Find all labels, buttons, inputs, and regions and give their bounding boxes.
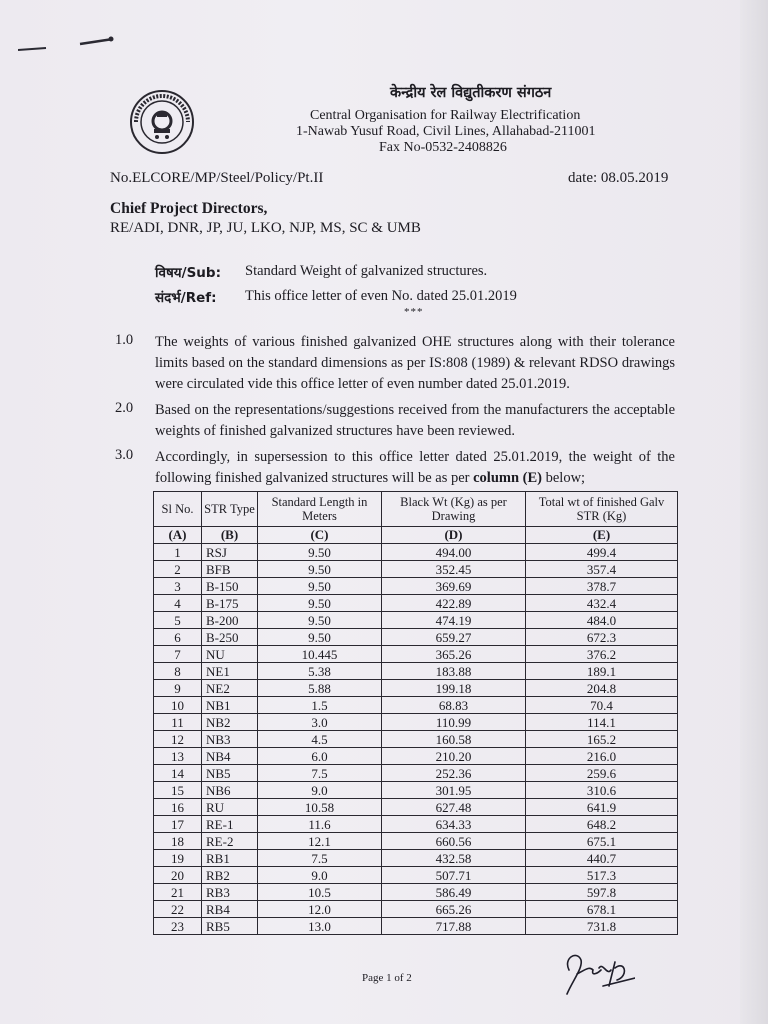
indian-railways-emblem-icon: [128, 88, 196, 156]
cell-total-weight: 378.7: [526, 578, 678, 595]
cell-standard-length: 9.0: [258, 867, 382, 884]
paragraph-3-tail: below;: [541, 470, 586, 486]
paragraph-number: 3.0: [115, 447, 134, 463]
cell-sl-no: 8: [154, 663, 202, 680]
cell-total-weight: 216.0: [526, 748, 678, 765]
cell-str-type: BFB: [202, 561, 258, 578]
table-row: [154, 850, 678, 867]
cell-str-type: B-175: [202, 595, 258, 612]
paragraph-3-bold: column (E): [473, 470, 542, 486]
table-row: [154, 561, 678, 578]
paragraph-3-text: Accordingly, in supersession to this office letter dated 25.01.2019, the weight of the following finished galvanized structures will be as per: [155, 449, 675, 486]
org-name-hindi: केन्द्रीय रेल विद्युतीकरण संगठन: [390, 85, 552, 101]
paragraph-number: 2.0: [115, 400, 134, 416]
table-row: [154, 578, 678, 595]
cell-standard-length: 11.6: [258, 816, 382, 833]
paragraph-number: 1.0: [115, 332, 134, 348]
cell-standard-length: 9.50: [258, 544, 382, 561]
reference-number: No.ELCORE/MP/Steel/Policy/Pt.II: [110, 170, 324, 186]
col-header-str-type: STR Type: [202, 492, 258, 527]
cell-str-type: RE-1: [202, 816, 258, 833]
cell-str-type: NB4: [202, 748, 258, 765]
cell-sl-no: 3: [154, 578, 202, 595]
cell-str-type: RB3: [202, 884, 258, 901]
table-row: [154, 799, 678, 816]
table-row: [154, 867, 678, 884]
cell-sl-no: 12: [154, 731, 202, 748]
cell-standard-length: 5.38: [258, 663, 382, 680]
cell-standard-length: 5.88: [258, 680, 382, 697]
cell-black-weight: 665.26: [382, 901, 526, 918]
cell-black-weight: 634.33: [382, 816, 526, 833]
cell-total-weight: 648.2: [526, 816, 678, 833]
cell-str-type: RE-2: [202, 833, 258, 850]
cell-str-type: RB1: [202, 850, 258, 867]
cell-str-type: NB1: [202, 697, 258, 714]
cell-total-weight: 310.6: [526, 782, 678, 799]
cell-black-weight: 68.83: [382, 697, 526, 714]
cell-standard-length: 12.0: [258, 901, 382, 918]
cell-sl-no: 21: [154, 884, 202, 901]
reference-label: संदर्भ/Ref:: [155, 290, 217, 306]
paragraph-3: [155, 447, 675, 489]
cell-total-weight: 731.8: [526, 918, 678, 935]
subject-text: Standard Weight of galvanized structures.: [245, 263, 488, 279]
table-row: [154, 833, 678, 850]
page-number: Page 1 of 2: [362, 972, 412, 984]
cell-total-weight: 189.1: [526, 663, 678, 680]
cell-str-type: RSJ: [202, 544, 258, 561]
structure-weights-table: [153, 491, 678, 935]
cell-total-weight: 672.3: [526, 629, 678, 646]
cell-str-type: NU: [202, 646, 258, 663]
cell-standard-length: 6.0: [258, 748, 382, 765]
table-row: [154, 612, 678, 629]
cell-black-weight: 183.88: [382, 663, 526, 680]
table-row: [154, 714, 678, 731]
paragraph-2: Based on the representations/suggestions received from the manufacturers the acceptable weights of finished galvanized structures have been reviewed.: [155, 402, 675, 439]
cell-total-weight: 204.8: [526, 680, 678, 697]
cell-total-weight: 114.1: [526, 714, 678, 731]
cell-str-type: NB3: [202, 731, 258, 748]
cell-sl-no: 13: [154, 748, 202, 765]
cell-str-type: RB2: [202, 867, 258, 884]
table-row: [154, 816, 678, 833]
cell-sl-no: 11: [154, 714, 202, 731]
table-row: [154, 748, 678, 765]
cell-total-weight: 376.2: [526, 646, 678, 663]
cell-str-type: RB5: [202, 918, 258, 935]
table-row: [154, 918, 678, 935]
cell-black-weight: 474.19: [382, 612, 526, 629]
cell-total-weight: 484.0: [526, 612, 678, 629]
letter-date: date: 08.05.2019: [568, 170, 669, 186]
handwritten-signature-icon: [555, 940, 635, 1000]
cell-str-type: NB2: [202, 714, 258, 731]
cell-standard-length: 9.50: [258, 629, 382, 646]
col-letter-d: (D): [382, 527, 526, 544]
cell-str-type: NB6: [202, 782, 258, 799]
table-body: [154, 544, 678, 935]
scan-edge: [740, 0, 768, 1024]
cell-str-type: RB4: [202, 901, 258, 918]
cell-str-type: RU: [202, 799, 258, 816]
cell-str-type: B-200: [202, 612, 258, 629]
cell-black-weight: 432.58: [382, 850, 526, 867]
table-row: [154, 646, 678, 663]
table-row: [154, 595, 678, 612]
cell-standard-length: 1.5: [258, 697, 382, 714]
cell-black-weight: 301.95: [382, 782, 526, 799]
col-header-sl-no: Sl No.: [154, 492, 202, 527]
org-address: 1-Nawab Yusuf Road, Civil Lines, Allahabad-211001: [296, 124, 596, 139]
cell-sl-no: 2: [154, 561, 202, 578]
col-letter-a: (A): [154, 527, 202, 544]
table-row: [154, 884, 678, 901]
cell-black-weight: 210.20: [382, 748, 526, 765]
cell-standard-length: 10.5: [258, 884, 382, 901]
cell-sl-no: 1: [154, 544, 202, 561]
cell-sl-no: 17: [154, 816, 202, 833]
cell-standard-length: 4.5: [258, 731, 382, 748]
cell-black-weight: 586.49: [382, 884, 526, 901]
cell-total-weight: 440.7: [526, 850, 678, 867]
cell-standard-length: 10.58: [258, 799, 382, 816]
cell-sl-no: 19: [154, 850, 202, 867]
cell-standard-length: 13.0: [258, 918, 382, 935]
table-row: [154, 544, 678, 561]
cell-standard-length: 3.0: [258, 714, 382, 731]
cell-standard-length: 9.50: [258, 612, 382, 629]
cell-sl-no: 5: [154, 612, 202, 629]
cell-sl-no: 22: [154, 901, 202, 918]
cell-str-type: NB5: [202, 765, 258, 782]
cell-black-weight: 507.71: [382, 867, 526, 884]
cell-standard-length: 7.5: [258, 850, 382, 867]
cell-sl-no: 14: [154, 765, 202, 782]
cell-total-weight: 259.6: [526, 765, 678, 782]
cell-sl-no: 15: [154, 782, 202, 799]
col-header-standard-length: Standard Length in Meters: [258, 492, 382, 527]
col-header-total-weight: Total wt of finished Galv STR (Kg): [526, 492, 678, 527]
cell-sl-no: 6: [154, 629, 202, 646]
cell-str-type: NE1: [202, 663, 258, 680]
cell-sl-no: 18: [154, 833, 202, 850]
table-row: [154, 629, 678, 646]
cell-black-weight: 352.45: [382, 561, 526, 578]
table-row: [154, 782, 678, 799]
subject-label: विषय/Sub:: [155, 265, 221, 281]
reference-text: This office letter of even No. dated 25.01.2019: [245, 288, 517, 304]
cell-total-weight: 641.9: [526, 799, 678, 816]
cell-black-weight: 494.00: [382, 544, 526, 561]
cell-standard-length: 7.5: [258, 765, 382, 782]
table-row: [154, 697, 678, 714]
cell-black-weight: 160.58: [382, 731, 526, 748]
cell-standard-length: 10.445: [258, 646, 382, 663]
cell-str-type: B-150: [202, 578, 258, 595]
cell-standard-length: 12.1: [258, 833, 382, 850]
cell-total-weight: 675.1: [526, 833, 678, 850]
col-header-black-weight: Black Wt (Kg) as per Drawing: [382, 492, 526, 527]
cell-sl-no: 4: [154, 595, 202, 612]
org-fax: Fax No-0532-2408826: [379, 140, 507, 155]
cell-total-weight: 70.4: [526, 697, 678, 714]
col-letter-b: (B): [202, 527, 258, 544]
table-row: [154, 765, 678, 782]
separator-stars: ***: [404, 306, 424, 318]
cell-str-type: NE2: [202, 680, 258, 697]
cell-total-weight: 517.3: [526, 867, 678, 884]
addressee-list: RE/ADI, DNR, JP, JU, LKO, NJP, MS, SC & UMB: [110, 220, 421, 236]
cell-black-weight: 110.99: [382, 714, 526, 731]
cell-total-weight: 165.2: [526, 731, 678, 748]
table-row: [154, 663, 678, 680]
cell-black-weight: 717.88: [382, 918, 526, 935]
cell-str-type: B-250: [202, 629, 258, 646]
addressee-title: Chief Project Directors,: [110, 200, 268, 217]
cell-black-weight: 627.48: [382, 799, 526, 816]
cell-sl-no: 10: [154, 697, 202, 714]
paragraph-1: The weights of various finished galvanized OHE structures along with their tolerance limits based on the standard dimensions as per IS:808 (1989) & relevant RDSO drawings were circulated vide this office letter of even number dated 25.01.2019.: [155, 334, 675, 392]
cell-total-weight: 597.8: [526, 884, 678, 901]
col-letter-c: (C): [258, 527, 382, 544]
cell-total-weight: 678.1: [526, 901, 678, 918]
cell-standard-length: 9.50: [258, 595, 382, 612]
pen-stroke-mark: [18, 30, 128, 60]
cell-sl-no: 9: [154, 680, 202, 697]
table-row: [154, 680, 678, 697]
cell-black-weight: 199.18: [382, 680, 526, 697]
cell-standard-length: 9.0: [258, 782, 382, 799]
cell-black-weight: 369.69: [382, 578, 526, 595]
org-name-english: Central Organisation for Railway Electrification: [310, 108, 581, 123]
cell-black-weight: 659.27: [382, 629, 526, 646]
cell-standard-length: 9.50: [258, 561, 382, 578]
cell-black-weight: 365.26: [382, 646, 526, 663]
cell-total-weight: 499.4: [526, 544, 678, 561]
cell-black-weight: 660.56: [382, 833, 526, 850]
col-letter-e: (E): [526, 527, 678, 544]
cell-sl-no: 7: [154, 646, 202, 663]
table-row: [154, 731, 678, 748]
cell-sl-no: 23: [154, 918, 202, 935]
cell-total-weight: 357.4: [526, 561, 678, 578]
table-row: [154, 901, 678, 918]
cell-sl-no: 16: [154, 799, 202, 816]
cell-black-weight: 422.89: [382, 595, 526, 612]
cell-black-weight: 252.36: [382, 765, 526, 782]
cell-total-weight: 432.4: [526, 595, 678, 612]
cell-standard-length: 9.50: [258, 578, 382, 595]
cell-sl-no: 20: [154, 867, 202, 884]
